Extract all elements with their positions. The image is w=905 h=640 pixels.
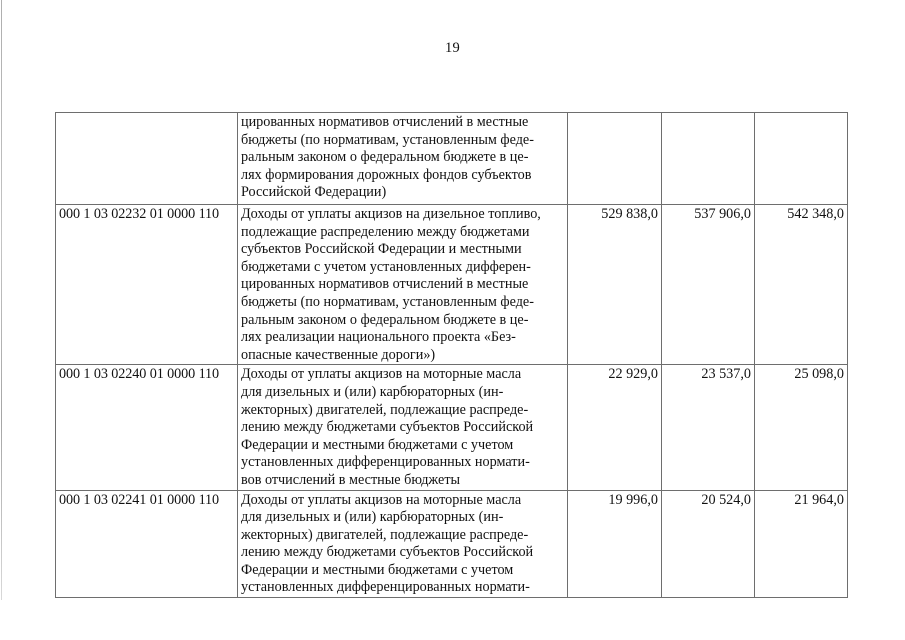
value-cell-3: 542 348,0 bbox=[755, 205, 848, 365]
text-line: установленных дифференцированных нормати- bbox=[241, 579, 530, 596]
budget-code-cell: 000 1 03 02240 01 0000 110 bbox=[56, 365, 238, 490]
text-line: установленных дифференцированных нормати- bbox=[241, 454, 530, 471]
text-line: вов отчислений в местные бюджеты bbox=[241, 471, 461, 488]
text-line: ральным законом о федеральном бюджете в це- bbox=[241, 149, 529, 166]
revenue-name-cell bbox=[238, 365, 568, 490]
text-line: Российской Федерации) bbox=[241, 184, 387, 201]
table-row bbox=[56, 365, 848, 490]
table-row bbox=[56, 113, 848, 205]
text-line: цированных нормативов отчислений в местные bbox=[241, 276, 529, 293]
text-line: для дизельных и (или) карбюраторных (ин- bbox=[241, 383, 504, 400]
text-line: субъектов Российской Федерации и местными bbox=[241, 241, 522, 258]
value-cell-2: 537 906,0 bbox=[662, 205, 755, 365]
text-line: Доходы от уплаты акцизов на моторные масла bbox=[241, 491, 522, 508]
text-line: подлежащие распределению между бюджетами bbox=[241, 223, 530, 240]
text-line: цированных нормативов отчислений в местные bbox=[241, 114, 529, 130]
value-cell-3 bbox=[755, 113, 848, 205]
value-cell-3: 25 098,0 bbox=[755, 365, 848, 490]
budget-code-cell bbox=[56, 113, 238, 205]
budget-revenue-table bbox=[55, 112, 848, 598]
table-row bbox=[56, 205, 848, 365]
value-cell-1: 22 929,0 bbox=[568, 365, 662, 490]
page-number: 19 bbox=[445, 40, 460, 56]
text-line: ральным законом о федеральном бюджете в це- bbox=[241, 311, 529, 328]
text-line: лению между бюджетами субъектов Российской bbox=[241, 544, 534, 561]
revenue-name-cell bbox=[238, 113, 568, 205]
budget-code-cell: 000 1 03 02241 01 0000 110 bbox=[56, 490, 238, 598]
text-line: бюджеты (по нормативам, установленным феде- bbox=[241, 293, 534, 310]
value-cell-1: 19 996,0 bbox=[568, 490, 662, 598]
revenue-name-cell bbox=[238, 205, 568, 365]
revenue-name-cell bbox=[238, 490, 568, 598]
table-row bbox=[56, 490, 848, 598]
text-line: Федерации и местными бюджетами с учетом bbox=[241, 561, 514, 578]
value-cell-2 bbox=[662, 113, 755, 205]
text-line: Федерации и местными бюджетами с учетом bbox=[241, 436, 514, 453]
text-line: бюджетами с учетом установленных дифферен- bbox=[241, 258, 531, 275]
value-cell-2: 23 537,0 bbox=[662, 365, 755, 490]
budget-code-cell: 000 1 03 02232 01 0000 110 bbox=[56, 205, 238, 365]
value-cell-1: 529 838,0 bbox=[568, 205, 662, 365]
text-line: опасные качественные дороги») bbox=[241, 346, 436, 363]
value-cell-1 bbox=[568, 113, 662, 205]
text-line: Доходы от уплаты акцизов на дизельное топливо, bbox=[241, 206, 541, 222]
scan-edge-artifact bbox=[1, 0, 2, 600]
value-cell-3: 21 964,0 bbox=[755, 490, 848, 598]
text-line: лях реализации национального проекта «Без- bbox=[241, 329, 516, 346]
text-line: лению между бюджетами субъектов Российской bbox=[241, 419, 534, 436]
text-line: лях формирования дорожных фондов субъектов bbox=[241, 166, 532, 183]
value-cell-2: 20 524,0 bbox=[662, 490, 755, 598]
text-line: бюджеты (по нормативам, установленным феде- bbox=[241, 131, 534, 148]
text-line: жекторных) двигателей, подлежащие распреде- bbox=[241, 401, 529, 418]
text-line: для дизельных и (или) карбюраторных (ин- bbox=[241, 509, 504, 526]
text-line: Доходы от уплаты акцизов на моторные масла bbox=[241, 366, 522, 383]
text-line: жекторных) двигателей, подлежащие распреде- bbox=[241, 526, 529, 543]
